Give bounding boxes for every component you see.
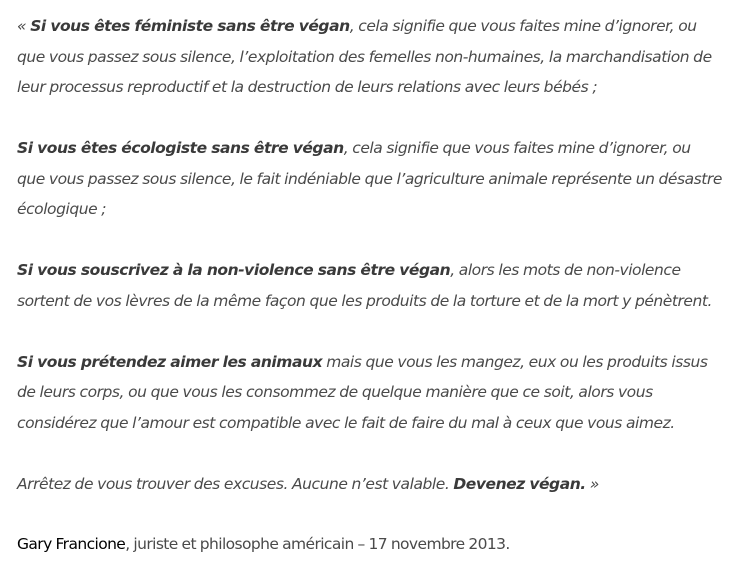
quote-closing-paragraph bbox=[17, 469, 722, 500]
paragraph-text: mais que vous les mangez, eux ou les produits issus de leurs corps, ou que vous les consommez de quelque manière que ce soit, alors vous considérez que l’amour est compatible avec le fait de faire du mal à ceux que vous aimez. bbox=[17, 352, 708, 432]
quote-article bbox=[17, 11, 722, 560]
author-name: Gary Francione bbox=[17, 535, 126, 553]
paragraph-text: , cela signifie que vous faites mine d’ignorer, ou que vous passez sous silence, l’exploitation des femelles non-humaines, la marchandisation de leur processus reproductif et la destruction de leurs relations avec leurs bébés ; bbox=[17, 17, 712, 96]
paragraph-lead-bold: Si vous souscrivez à la non-violence sans être végan bbox=[17, 261, 451, 279]
attribution bbox=[17, 529, 722, 560]
opening-quote-mark: « bbox=[17, 17, 31, 35]
author-description: , juriste et philosophe américain – 17 novembre 2013. bbox=[125, 535, 510, 553]
closing-bold: Devenez végan. bbox=[453, 474, 586, 493]
paragraph-lead-bold: Si vous êtes écologiste sans être végan bbox=[17, 139, 344, 157]
paragraph-lead-bold: Si vous êtes féministe sans être végan bbox=[30, 17, 350, 35]
closing-text: Arrêtez de vous trouver des excuses. Aucune n’est valable. bbox=[17, 474, 454, 493]
quote-paragraph-animals bbox=[17, 347, 722, 439]
quote-paragraph-feminist bbox=[17, 11, 722, 103]
closing-quote-mark: » bbox=[585, 474, 599, 493]
quote-paragraph-non-violence bbox=[17, 255, 722, 316]
paragraph-text: , cela signifie que vous faites mine d’ignorer, ou que vous passez sous silence, le fait indéniable que l’agriculture animale représente un désastre écologique ; bbox=[17, 139, 722, 218]
paragraph-text: , alors les mots de non-violence sortent de vos lèvres de la même façon que les produits de la torture et de la mort y pénètrent. bbox=[17, 261, 713, 310]
quote-paragraph-ecologist bbox=[17, 133, 722, 225]
paragraph-lead-bold: Si vous prétendez aimer les animaux bbox=[17, 352, 323, 371]
